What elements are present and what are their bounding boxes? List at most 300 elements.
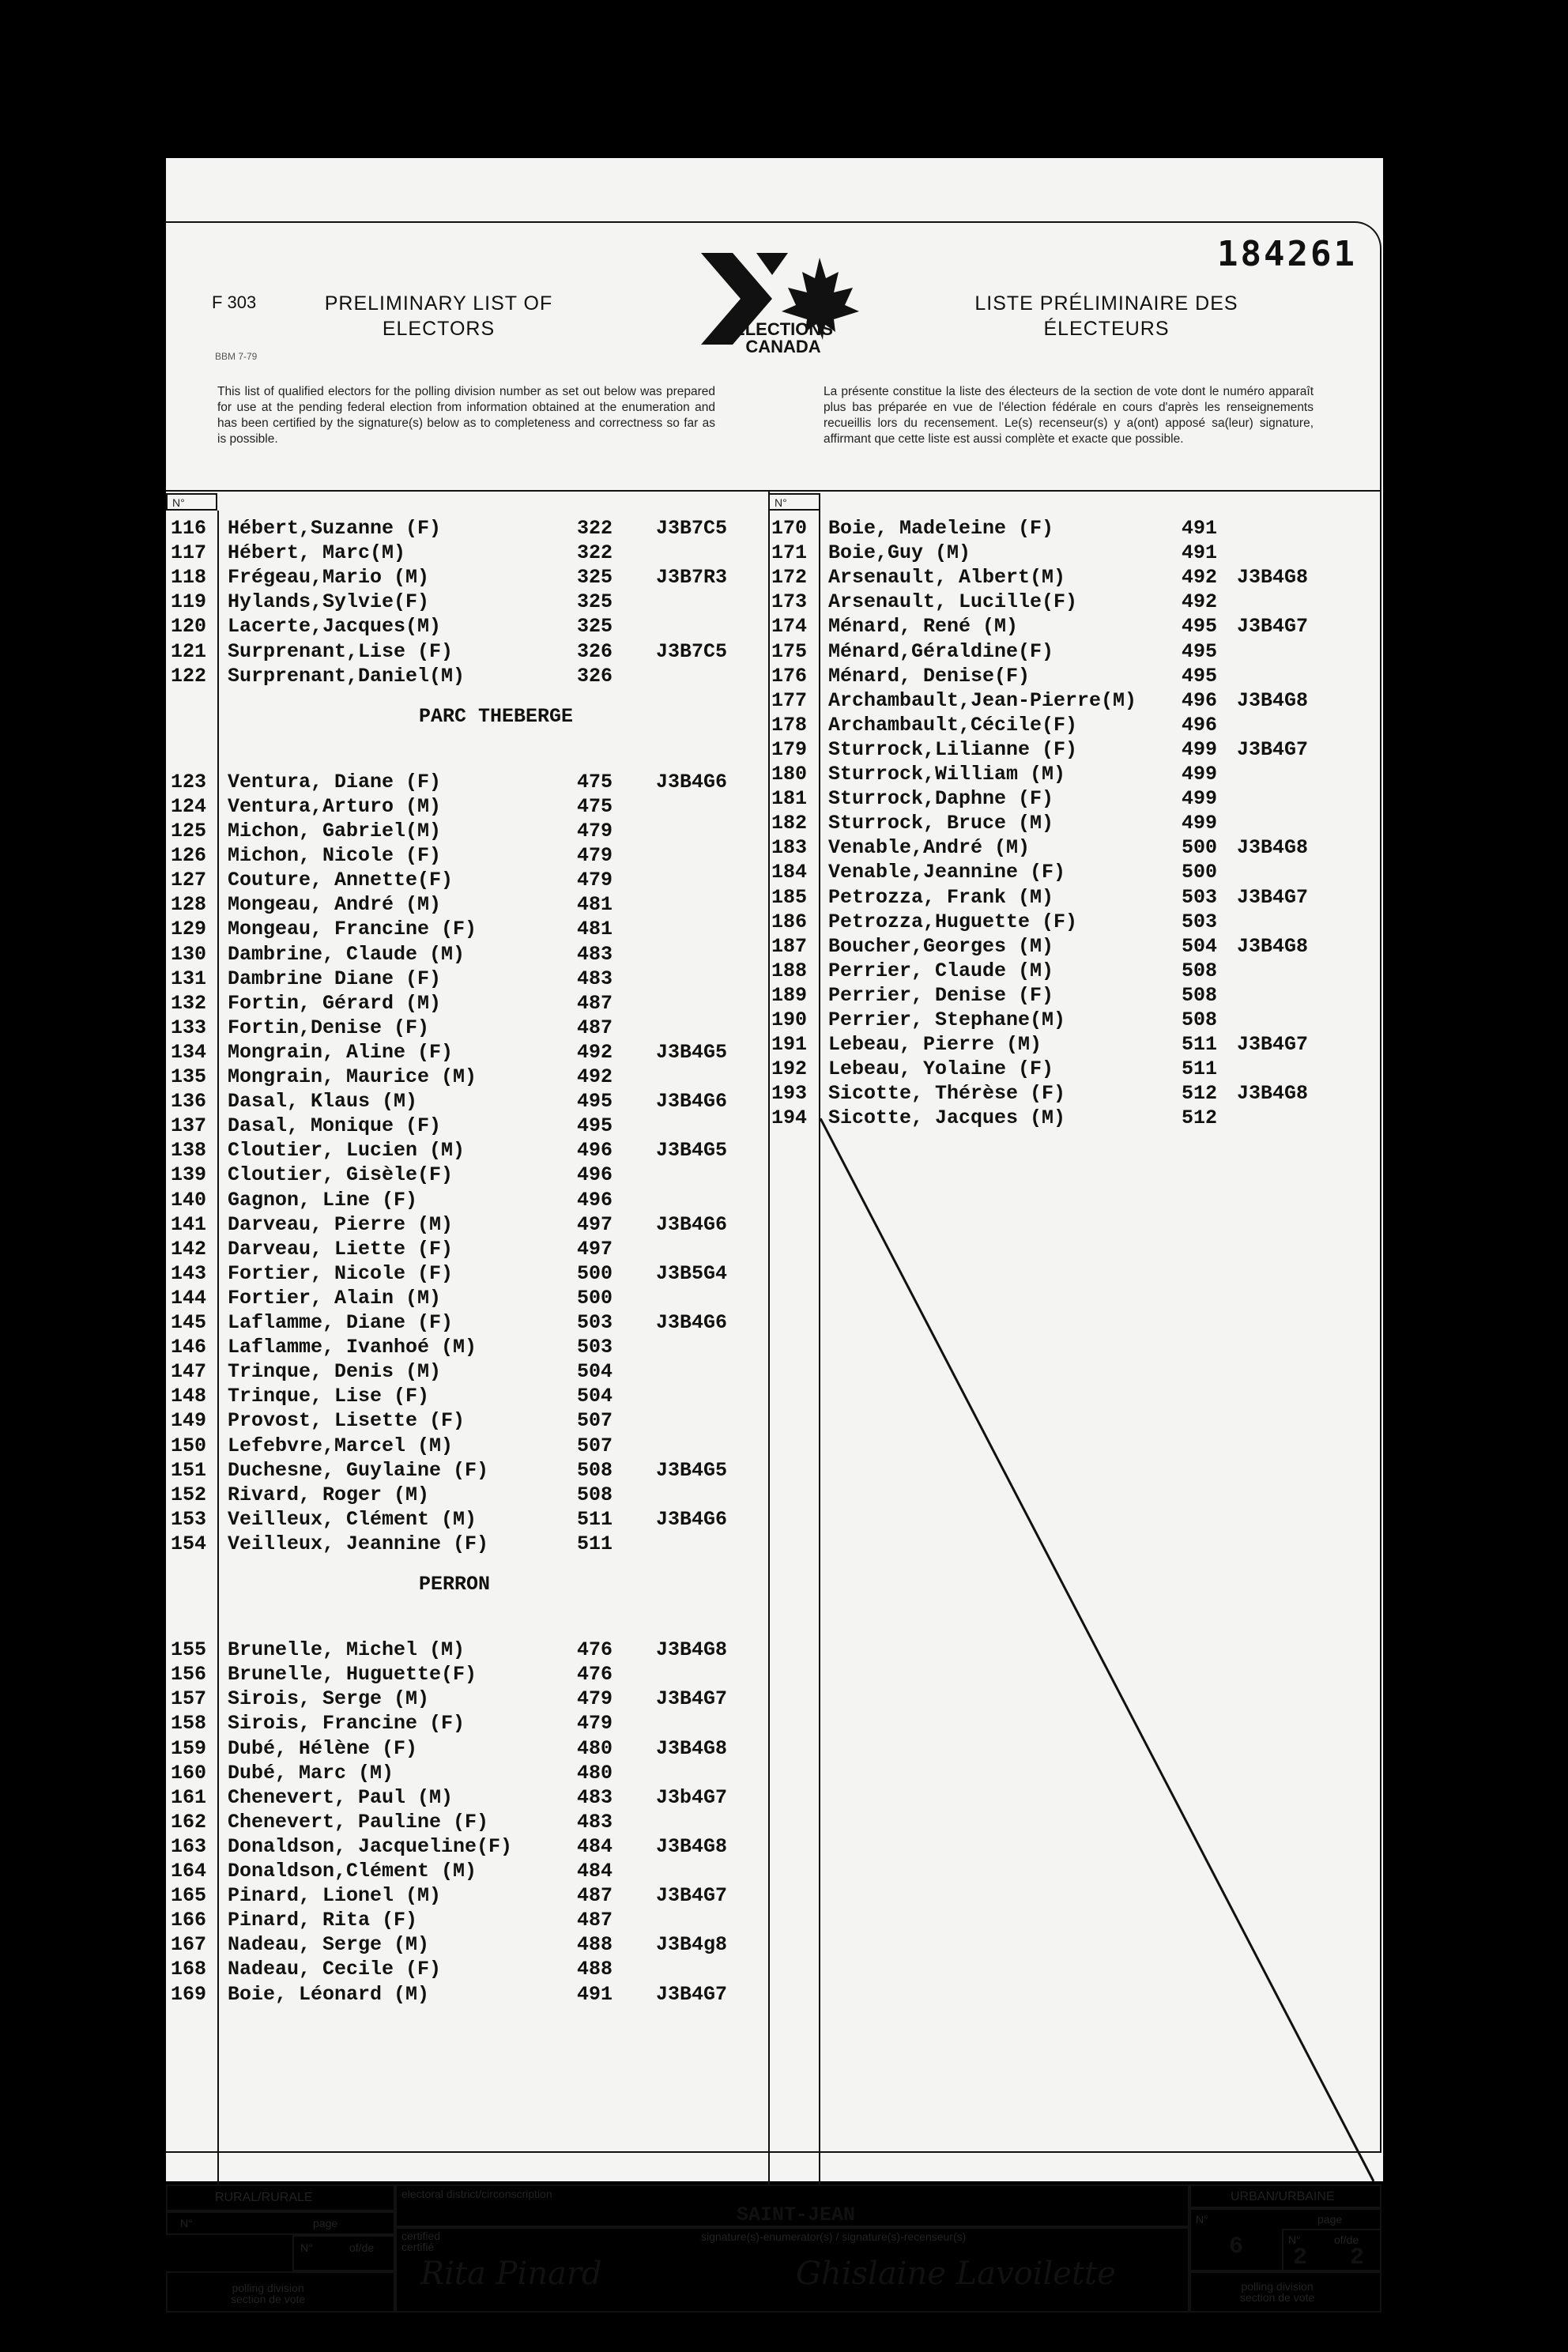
elector-num: 503 <box>577 1336 613 1359</box>
elector-name: Boie,Guy (M) <box>828 541 971 565</box>
elector-code: J3B4G6 <box>656 1507 728 1531</box>
elector-name: Cloutier, Gisèle(F) <box>228 1163 454 1187</box>
elector-num: 480 <box>577 1761 613 1785</box>
elector-row <box>166 1884 767 1908</box>
elector-no: 163 <box>171 1834 207 1858</box>
elector-code: J3B4G7 <box>1237 615 1309 639</box>
elector-no: 117 <box>171 541 207 565</box>
elector-row <box>166 1983 767 2007</box>
elector-row <box>166 1933 767 1957</box>
elector-row <box>166 812 1218 835</box>
rural-polling-division: polling division section de vote <box>166 2271 395 2312</box>
elector-no: 119 <box>171 590 207 614</box>
elector-num: 487 <box>577 1884 613 1908</box>
form-page <box>166 158 1383 2305</box>
elector-num: 500 <box>577 1286 613 1310</box>
elector-no: 120 <box>171 615 207 639</box>
elector-row <box>166 787 1218 811</box>
elector-name: Surprenant,Daniel(M) <box>228 664 466 688</box>
elector-no: 186 <box>771 910 808 933</box>
elector-no: 152 <box>171 1483 207 1506</box>
elector-no: 183 <box>771 836 808 860</box>
elector-code: J3B4G6 <box>656 1212 728 1236</box>
elector-no: 129 <box>171 918 207 941</box>
elector-no: 139 <box>171 1163 207 1187</box>
elector-num: 511 <box>577 1532 613 1555</box>
elector-row <box>166 959 1218 983</box>
elector-num: 508 <box>577 1483 613 1506</box>
elector-name: Trinque, Lise (F) <box>228 1385 430 1408</box>
elector-num: 488 <box>577 1958 613 1981</box>
elector-no: 138 <box>171 1139 207 1163</box>
elector-name: Arsenault, Albert(M) <box>828 566 1066 590</box>
urban-number-box: N° page 6 <box>1189 2208 1381 2271</box>
elector-no: 137 <box>171 1114 207 1138</box>
elector-code: J3B4G6 <box>656 1090 728 1114</box>
elector-name: Donaldson, Jacqueline(F) <box>228 1834 513 1858</box>
elector-num: 499 <box>1182 812 1218 835</box>
elector-name: Lebeau, Yolaine (F) <box>828 1057 1054 1081</box>
elector-row <box>166 1311 767 1335</box>
elector-name: Donaldson,Clément (M) <box>228 1860 477 1883</box>
intro-french: La présente constitue la liste des électeurs de la section de vote dont le numéro apparaît plus bas préparée en vue de l'élection fédérale en cours d'après les renseignements recueillis lors du recensement. Le(s) recenseur(s) y a(ont) apposé sa(leur) signature, affirmant que cette liste est aussi complète et exacte que possible. <box>824 385 1314 446</box>
elector-name: Fortin,Denise (F) <box>228 1016 430 1039</box>
urban-page-box: N° of/de 2 2 <box>1282 2229 1381 2271</box>
elector-num: 496 <box>577 1139 613 1163</box>
elector-num: 491 <box>1182 517 1218 540</box>
elector-no: 179 <box>771 737 808 761</box>
elector-no: 146 <box>171 1336 207 1359</box>
elector-no: 177 <box>771 688 808 712</box>
elector-num: 503 <box>1182 885 1218 909</box>
left-number-header: N° <box>166 493 217 511</box>
elector-num: 496 <box>1182 688 1218 712</box>
elector-num: 479 <box>577 1687 613 1711</box>
elector-no: 116 <box>171 517 207 540</box>
elector-code: J3B5G4 <box>656 1261 728 1285</box>
elector-row <box>166 1139 767 1163</box>
section-heading: PERRON <box>419 1573 491 1596</box>
elector-row <box>166 590 1218 614</box>
elector-name: Archambault,Cécile(F) <box>828 713 1078 737</box>
elector-no: 189 <box>771 983 808 1007</box>
elector-no: 142 <box>171 1237 207 1261</box>
elector-code: J3B7R3 <box>656 566 728 590</box>
elector-name: Boie, Léonard (M) <box>228 1982 430 2006</box>
elector-num: 503 <box>577 1311 613 1334</box>
elector-no: 153 <box>171 1507 207 1531</box>
elector-code: J3B4G8 <box>1237 688 1309 712</box>
elector-code: J3B4G8 <box>1237 1082 1309 1106</box>
urban-polling-number: 6 <box>1229 2233 1244 2260</box>
elector-row <box>166 615 1309 639</box>
section-heading: PARC THEBERGE <box>419 704 574 728</box>
elector-name: Ventura,Arturo (M) <box>228 794 442 818</box>
elector-row <box>166 1459 767 1483</box>
elector-row <box>166 1434 767 1458</box>
elector-num: 475 <box>577 794 613 818</box>
elector-name: Petrozza,Huguette (F) <box>828 910 1078 933</box>
elector-name: Gagnon, Line (F) <box>228 1188 418 1212</box>
elector-name: Sicotte, Jacques (M) <box>828 1106 1066 1130</box>
elector-name: Darveau, Liette (F) <box>228 1237 454 1261</box>
elector-row <box>166 1483 767 1507</box>
elector-row <box>166 1786 767 1810</box>
urban-polling-division: polling division section de vote <box>1189 2271 1381 2312</box>
elector-row <box>166 763 1218 786</box>
elector-no: 169 <box>171 1982 207 2006</box>
elector-num: 508 <box>1182 959 1218 982</box>
elector-code: J3B4G7 <box>656 1884 728 1908</box>
title-french: LISTE PRÉLIMINAIRE DES ÉLECTEURS <box>974 292 1238 340</box>
elector-name: Pinard, Rita (F) <box>228 1909 418 1932</box>
elector-num: 476 <box>577 1663 613 1687</box>
elector-num: 500 <box>577 1261 613 1285</box>
elector-num: 487 <box>577 991 613 1015</box>
elector-row <box>166 1737 767 1761</box>
elector-no: 156 <box>171 1663 207 1687</box>
elector-no: 162 <box>171 1810 207 1834</box>
elector-row <box>166 1082 1309 1106</box>
elector-name: Trinque, Denis (M) <box>228 1360 442 1384</box>
elector-num: 325 <box>577 590 613 614</box>
elector-num: 483 <box>577 967 613 990</box>
elector-no: 165 <box>171 1884 207 1908</box>
elector-num: 500 <box>1182 861 1218 884</box>
elector-name: Mongeau, André (M) <box>228 893 442 917</box>
elector-num: 479 <box>577 844 613 868</box>
elector-num: 326 <box>577 664 613 688</box>
elector-name: Ménard,Géraldine(F) <box>828 639 1054 663</box>
elector-code: J3B4G7 <box>656 1982 728 2006</box>
elector-name: Hébert,Suzanne (F) <box>228 517 442 540</box>
elector-num: 496 <box>577 1163 613 1187</box>
elector-name: Laflamme, Ivanhoé (M) <box>228 1336 477 1359</box>
elector-no: 191 <box>771 1033 808 1057</box>
elector-name: Veilleux, Clément (M) <box>228 1507 477 1531</box>
elector-name: Perrier, Claude (M) <box>828 959 1054 982</box>
elector-name: Hylands,Sylvie(F) <box>228 590 430 614</box>
district-box: electoral district/circonscription SAINT-JEAN <box>395 2184 1189 2227</box>
elector-code: J3B4G6 <box>656 1311 728 1334</box>
elector-row <box>166 1811 767 1834</box>
elector-num: 326 <box>577 639 613 663</box>
elector-row <box>166 1057 1218 1081</box>
elector-row <box>166 1663 767 1687</box>
elector-num: 511 <box>577 1507 613 1531</box>
elector-num: 508 <box>577 1458 613 1482</box>
elector-row <box>166 1687 767 1711</box>
elector-row <box>166 1106 1218 1130</box>
elector-num: 483 <box>577 942 613 966</box>
elector-code: J3B7C5 <box>656 639 728 663</box>
elector-num: 504 <box>577 1385 613 1408</box>
elector-name: Couture, Annette(F) <box>228 869 454 892</box>
elector-num: 479 <box>577 869 613 892</box>
elector-name: Mongrain, Aline (F) <box>228 1040 454 1064</box>
elector-num: 495 <box>577 1114 613 1138</box>
elector-name: Lefebvre,Marcel (M) <box>228 1434 454 1457</box>
elector-no: 166 <box>171 1909 207 1932</box>
elector-no: 134 <box>171 1040 207 1064</box>
elector-row <box>166 1385 767 1408</box>
elector-no: 136 <box>171 1090 207 1114</box>
elector-name: Pinard, Lionel (M) <box>228 1884 442 1908</box>
elector-code: J3B4G5 <box>656 1040 728 1064</box>
elector-row <box>166 517 1218 541</box>
elector-row <box>166 664 1218 688</box>
elector-num: 481 <box>577 893 613 917</box>
elector-num: 484 <box>577 1860 613 1883</box>
elector-name: Ménard, Denise(F) <box>828 664 1031 688</box>
elector-row <box>166 1909 767 1932</box>
elector-no: 124 <box>171 794 207 818</box>
elector-no: 167 <box>171 1933 207 1957</box>
elector-num: 322 <box>577 541 613 565</box>
elector-no: 148 <box>171 1385 207 1408</box>
elector-name: Perrier, Stephane(M) <box>828 1008 1066 1031</box>
elector-row <box>166 1189 767 1212</box>
elector-num: 499 <box>1182 763 1218 786</box>
elector-row <box>166 1213 767 1237</box>
elector-no: 127 <box>171 869 207 892</box>
elector-name: Brunelle, Michel (M) <box>228 1638 466 1662</box>
elector-num: 507 <box>577 1434 613 1457</box>
elector-name: Frégeau,Mario (M) <box>228 566 430 590</box>
logo-text: ELECTIONS CANADA <box>733 319 833 356</box>
elector-num: 476 <box>577 1638 613 1662</box>
elector-name: Nadeau, Serge (M) <box>228 1933 430 1957</box>
elector-no: 155 <box>171 1638 207 1662</box>
elector-no: 171 <box>771 541 808 565</box>
elector-row <box>166 1360 767 1384</box>
certified-label: certified certifié <box>401 2230 441 2253</box>
elector-no: 184 <box>771 861 808 884</box>
elector-code: J3B4G8 <box>656 1638 728 1662</box>
elector-num: 495 <box>577 1090 613 1114</box>
elector-num: 492 <box>1182 566 1218 590</box>
elector-num: 497 <box>577 1237 613 1261</box>
elector-no: 140 <box>171 1188 207 1212</box>
elector-code: J3B4G7 <box>1237 737 1309 761</box>
elector-no: 182 <box>771 812 808 835</box>
elector-name: Fortier, Nicole (F) <box>228 1261 454 1285</box>
elector-no: 118 <box>171 566 207 590</box>
elector-code: J3B4G8 <box>656 1736 728 1760</box>
elector-code: J3B4G8 <box>1237 566 1309 590</box>
elector-row <box>166 1860 767 1883</box>
elector-row <box>166 1638 767 1662</box>
elector-code: J3B4G6 <box>656 770 728 793</box>
elector-row <box>166 1409 767 1433</box>
elector-name: Sturrock,William (M) <box>828 763 1066 786</box>
elector-row <box>166 1163 767 1187</box>
elector-no: 168 <box>171 1958 207 1981</box>
elector-num: 491 <box>1182 541 1218 565</box>
elector-name: Dasal, Monique (F) <box>228 1114 442 1138</box>
elector-name: Sturrock,Daphne (F) <box>828 787 1054 811</box>
elector-name: Sirois, Serge (M) <box>228 1687 430 1711</box>
elector-row <box>166 713 1218 737</box>
elector-name: Mongrain, Maurice (M) <box>228 1065 477 1088</box>
elector-num: 508 <box>1182 1008 1218 1031</box>
elector-num: 492 <box>577 1040 613 1064</box>
elector-row <box>166 1532 767 1556</box>
elector-code: J3B4G8 <box>1237 934 1309 958</box>
elector-name: Perrier, Denise (F) <box>828 983 1054 1007</box>
elector-name: Ventura, Diane (F) <box>228 770 442 793</box>
elector-num: 491 <box>577 1982 613 2006</box>
elector-name: Fortin, Gérard (M) <box>228 991 442 1015</box>
signature-enumerator: Ghislaine Lavoilette <box>796 2256 1116 2292</box>
elector-name: Lacerte,Jacques(M) <box>228 615 442 639</box>
elector-row <box>166 1336 767 1359</box>
elector-row <box>166 1262 767 1286</box>
elector-code: J3B4G8 <box>656 1834 728 1858</box>
elector-row <box>166 639 1218 664</box>
elector-no: 122 <box>171 664 207 688</box>
elector-row <box>166 1835 767 1859</box>
elector-num: 483 <box>577 1785 613 1809</box>
elector-no: 175 <box>771 639 808 663</box>
elector-name: Chenevert, Paul (M) <box>228 1785 454 1809</box>
elector-name: Ménard, René (M) <box>828 615 1019 639</box>
elector-name: Darveau, Pierre (M) <box>228 1212 454 1236</box>
elector-num: 507 <box>577 1409 613 1433</box>
elector-name: Boucher,Georges (M) <box>828 934 1054 958</box>
title-english: PRELIMINARY LIST OF ELECTORS <box>324 292 553 340</box>
elector-no: 150 <box>171 1434 207 1457</box>
elector-name: Dambrine, Claude (M) <box>228 942 466 966</box>
elector-no: 151 <box>171 1458 207 1482</box>
elector-no: 173 <box>771 590 808 614</box>
rural-number-row: N° page <box>166 2211 395 2235</box>
elector-no: 154 <box>171 1532 207 1555</box>
elector-name: Veilleux, Jeannine (F) <box>228 1532 489 1555</box>
elector-num: 487 <box>577 1016 613 1039</box>
urban-page-number: 2 <box>1293 2245 1308 2271</box>
elector-no: 190 <box>771 1008 808 1031</box>
elector-no: 143 <box>171 1261 207 1285</box>
elector-name: Sicotte, Thérèse (F) <box>828 1082 1066 1106</box>
elector-num: 511 <box>1182 1057 1218 1081</box>
elector-name: Mongeau, Francine (F) <box>228 918 477 941</box>
elector-row <box>166 1287 767 1310</box>
elector-name: Lebeau, Pierre (M) <box>828 1033 1042 1057</box>
serial-number: 184261 <box>1217 234 1357 274</box>
elector-num: 479 <box>577 1712 613 1736</box>
elector-num: 483 <box>577 1810 613 1834</box>
rural-header: RURAL/RURALE <box>166 2184 395 2211</box>
column-divider <box>768 492 770 2186</box>
elector-name: Sturrock,Lilianne (F) <box>828 737 1078 761</box>
elector-name: Dubé, Hélène (F) <box>228 1736 418 1760</box>
elector-no: 187 <box>771 934 808 958</box>
elector-no: 128 <box>171 893 207 917</box>
elector-num: 488 <box>577 1933 613 1957</box>
elector-name: Duchesne, Guylaine (F) <box>228 1458 489 1482</box>
elector-no: 181 <box>771 787 808 811</box>
urban-page-total: 2 <box>1350 2245 1365 2271</box>
elector-num: 480 <box>577 1736 613 1760</box>
elector-num: 496 <box>1182 713 1218 737</box>
elector-no: 145 <box>171 1311 207 1334</box>
elector-row <box>166 1712 767 1736</box>
elector-num: 492 <box>1182 590 1218 614</box>
signature-box: certified certifié signature(s)-enumerator(s) / signature(s)-recenseur(s) Rita Pinard Ghislaine Lavoilette <box>395 2227 1189 2312</box>
elector-no: 161 <box>171 1785 207 1809</box>
elector-row <box>166 1033 1309 1057</box>
elector-name: Brunelle, Huguette(F) <box>228 1663 477 1687</box>
elector-row <box>166 688 1309 713</box>
elector-row <box>166 1008 1218 1032</box>
elector-no: 131 <box>171 967 207 990</box>
elector-row <box>166 861 1218 884</box>
district-name: SAINT-JEAN <box>737 2203 856 2226</box>
elector-code: J3B4G5 <box>656 1458 728 1482</box>
signature-certifier: Rita Pinard <box>420 2256 602 2292</box>
elector-num: 497 <box>577 1212 613 1236</box>
elector-no: 170 <box>771 517 808 540</box>
elector-num: 512 <box>1182 1106 1218 1130</box>
elector-num: 500 <box>1182 836 1218 860</box>
elector-num: 475 <box>577 770 613 793</box>
elector-row <box>166 541 1218 565</box>
elector-name: Michon, Gabriel(M) <box>228 820 442 842</box>
elector-no: 133 <box>171 1016 207 1039</box>
intro-english: This list of qualified electors for the polling division number as set out below was prepared for use at the pending federal election from information obtained at the enumeration and has been certified by the signature(s) below as to completeness and correctness so far as is possible. <box>217 385 715 446</box>
elector-code: J3b4G7 <box>656 1785 728 1809</box>
elector-name: Sirois, Francine (F) <box>228 1712 466 1736</box>
elector-no: 121 <box>171 639 207 663</box>
elector-row <box>166 1508 767 1532</box>
elector-no: 157 <box>171 1687 207 1711</box>
elector-num: 495 <box>1182 664 1218 688</box>
elector-no: 126 <box>171 844 207 868</box>
elector-row <box>166 566 1309 590</box>
elector-no: 193 <box>771 1082 808 1106</box>
elector-row <box>166 836 1309 860</box>
elector-no: 135 <box>171 1065 207 1088</box>
elector-name: Boie, Madeleine (F) <box>828 517 1054 540</box>
elector-no: 178 <box>771 713 808 737</box>
right-number-header: N° <box>768 493 820 511</box>
elector-no: 132 <box>171 991 207 1015</box>
elector-name: Surprenant,Lise (F) <box>228 639 454 663</box>
elector-no: 160 <box>171 1761 207 1785</box>
elector-num: 325 <box>577 566 613 590</box>
elector-no: 174 <box>771 615 808 639</box>
elector-num: 495 <box>1182 639 1218 663</box>
elector-name: Cloutier, Lucien (M) <box>228 1139 466 1163</box>
elector-no: 141 <box>171 1212 207 1236</box>
elector-num: 511 <box>1182 1033 1218 1057</box>
elector-code: J3B7C5 <box>656 517 728 540</box>
elector-num: 492 <box>577 1065 613 1088</box>
elector-num: 479 <box>577 820 613 842</box>
elector-num: 503 <box>1182 910 1218 933</box>
elector-num: 499 <box>1182 787 1218 811</box>
elector-name: Venable,Jeannine (F) <box>828 861 1066 884</box>
elector-row <box>166 737 1309 762</box>
table-top-border <box>166 490 1381 492</box>
elector-no: 158 <box>171 1712 207 1736</box>
elector-no: 194 <box>771 1106 808 1130</box>
elector-code: J3B4G7 <box>1237 1033 1309 1057</box>
elector-num: 499 <box>1182 737 1218 761</box>
rural-page-box: N° of/de <box>292 2235 395 2271</box>
elector-no: 180 <box>771 763 808 786</box>
